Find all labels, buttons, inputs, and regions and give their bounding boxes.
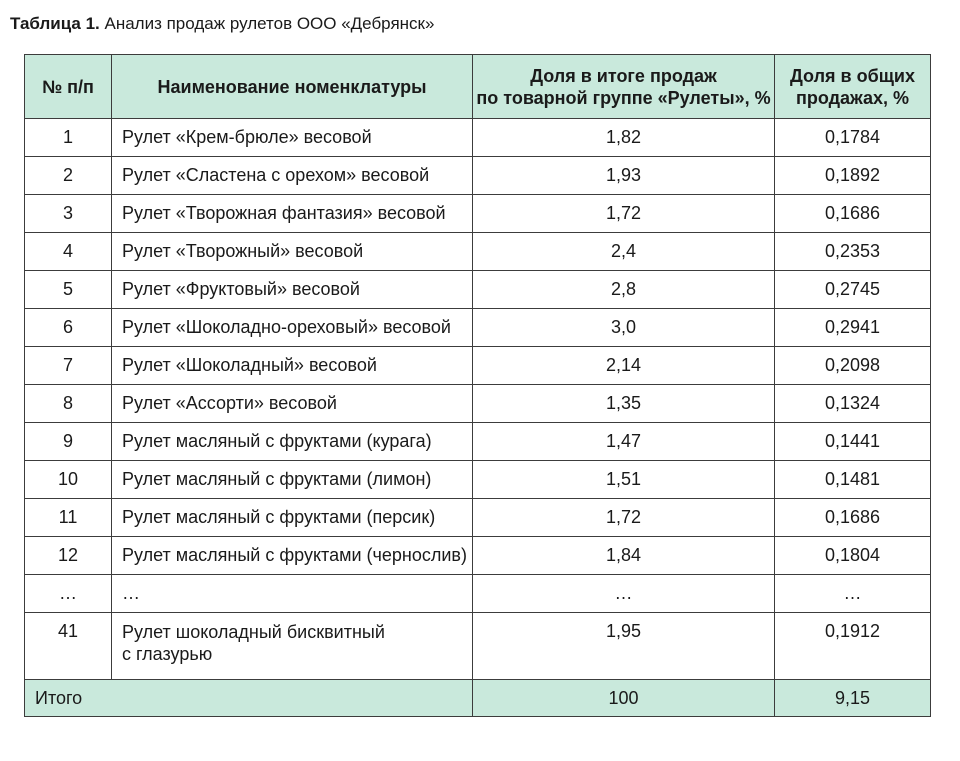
table-row <box>25 233 931 271</box>
cell-total-share: 0,1481 <box>775 461 931 499</box>
cell-group-share: 1,72 <box>473 499 775 537</box>
total-group-share: 100 <box>473 680 775 717</box>
table-row <box>25 499 931 537</box>
caption-text: Анализ продаж рулетов ООО «Дебрянск» <box>99 14 435 33</box>
cell-num: 6 <box>25 309 112 347</box>
ellipsis-row <box>25 575 931 613</box>
table-row <box>25 309 931 347</box>
cell-group-share: 1,35 <box>473 385 775 423</box>
cell-name <box>112 613 473 680</box>
cell-name: Рулет «Творожный» весовой <box>112 233 473 271</box>
cell-num: 8 <box>25 385 112 423</box>
cell-group-share: 1,95 <box>473 613 775 680</box>
sales-table <box>24 54 931 717</box>
cell-group-share: 1,82 <box>473 119 775 157</box>
cell-total-share: 0,2745 <box>775 271 931 309</box>
cell-group-share: 2,4 <box>473 233 775 271</box>
cell-num: 2 <box>25 157 112 195</box>
header-group-share-line1: Доля в итоге продаж <box>530 65 717 86</box>
cell-total-share: 0,1686 <box>775 499 931 537</box>
cell-num: 5 <box>25 271 112 309</box>
cell-group-share: 1,47 <box>473 423 775 461</box>
table-caption <box>10 14 434 34</box>
table-row <box>25 195 931 233</box>
cell-num: … <box>25 575 112 613</box>
cell-total-share: 0,1686 <box>775 195 931 233</box>
cell-name-line1: Рулет шоколадный бисквитный <box>122 622 385 642</box>
table-row <box>25 461 931 499</box>
cell-total-share: 0,1892 <box>775 157 931 195</box>
cell-total-share: 0,2098 <box>775 347 931 385</box>
cell-num: 11 <box>25 499 112 537</box>
header-row <box>25 55 931 119</box>
header-num: № п/п <box>25 55 112 119</box>
cell-num: 3 <box>25 195 112 233</box>
table-row <box>25 385 931 423</box>
cell-total-share: 0,1804 <box>775 537 931 575</box>
cell-total-share: 0,1912 <box>775 613 931 680</box>
cell-num: 9 <box>25 423 112 461</box>
cell-total-share: … <box>775 575 931 613</box>
cell-total-share: 0,2941 <box>775 309 931 347</box>
cell-num: 10 <box>25 461 112 499</box>
table-row <box>25 537 931 575</box>
cell-name: Рулет «Шоколадный» весовой <box>112 347 473 385</box>
cell-name: Рулет «Ассорти» весовой <box>112 385 473 423</box>
header-total-share-line2: продажах, % <box>795 87 910 108</box>
table-row <box>25 347 931 385</box>
cell-name: Рулет масляный с фруктами (лимон) <box>112 461 473 499</box>
cell-name-line2: с глазурью <box>122 644 213 664</box>
table-row <box>25 157 931 195</box>
cell-name: Рулет масляный с фруктами (чернослив) <box>112 537 473 575</box>
cell-group-share: 1,51 <box>473 461 775 499</box>
cell-name: Рулет «Фруктовый» весовой <box>112 271 473 309</box>
cell-total-share: 0,1441 <box>775 423 931 461</box>
total-label: Итого <box>25 680 473 717</box>
cell-group-share: 2,14 <box>473 347 775 385</box>
caption-label: Таблица 1. <box>10 14 100 33</box>
cell-name: Рулет «Крем-брюле» весовой <box>112 119 473 157</box>
cell-total-share: 0,1324 <box>775 385 931 423</box>
header-total-share <box>775 55 931 119</box>
cell-name: Рулет масляный с фруктами (курага) <box>112 423 473 461</box>
cell-num: 12 <box>25 537 112 575</box>
cell-total-share: 0,2353 <box>775 233 931 271</box>
header-total-share-line1: Доля в общих <box>790 65 915 86</box>
header-group-share <box>473 55 775 119</box>
header-name: Наименование номенклатуры <box>112 55 473 119</box>
cell-name: Рулет масляный с фруктами (персик) <box>112 499 473 537</box>
cell-name: Рулет «Шоколадно-ореховый» весовой <box>112 309 473 347</box>
cell-group-share: 1,72 <box>473 195 775 233</box>
cell-num: 4 <box>25 233 112 271</box>
cell-name: … <box>112 575 473 613</box>
table-row <box>25 271 931 309</box>
cell-num: 1 <box>25 119 112 157</box>
table-row <box>25 423 931 461</box>
table-body <box>25 119 931 717</box>
cell-total-share: 0,1784 <box>775 119 931 157</box>
cell-num: 7 <box>25 347 112 385</box>
header-group-share-line2: по товарной группе «Рулеты», % <box>476 87 771 108</box>
total-row <box>25 680 931 717</box>
total-total-share: 9,15 <box>775 680 931 717</box>
cell-group-share: 1,93 <box>473 157 775 195</box>
cell-name: Рулет «Творожная фантазия» весовой <box>112 195 473 233</box>
table-row-last <box>25 613 931 680</box>
cell-group-share: 1,84 <box>473 537 775 575</box>
table-row <box>25 119 931 157</box>
cell-num: 41 <box>25 613 112 680</box>
cell-name: Рулет «Сластена с орехом» весовой <box>112 157 473 195</box>
cell-group-share: 3,0 <box>473 309 775 347</box>
cell-group-share: … <box>473 575 775 613</box>
cell-group-share: 2,8 <box>473 271 775 309</box>
